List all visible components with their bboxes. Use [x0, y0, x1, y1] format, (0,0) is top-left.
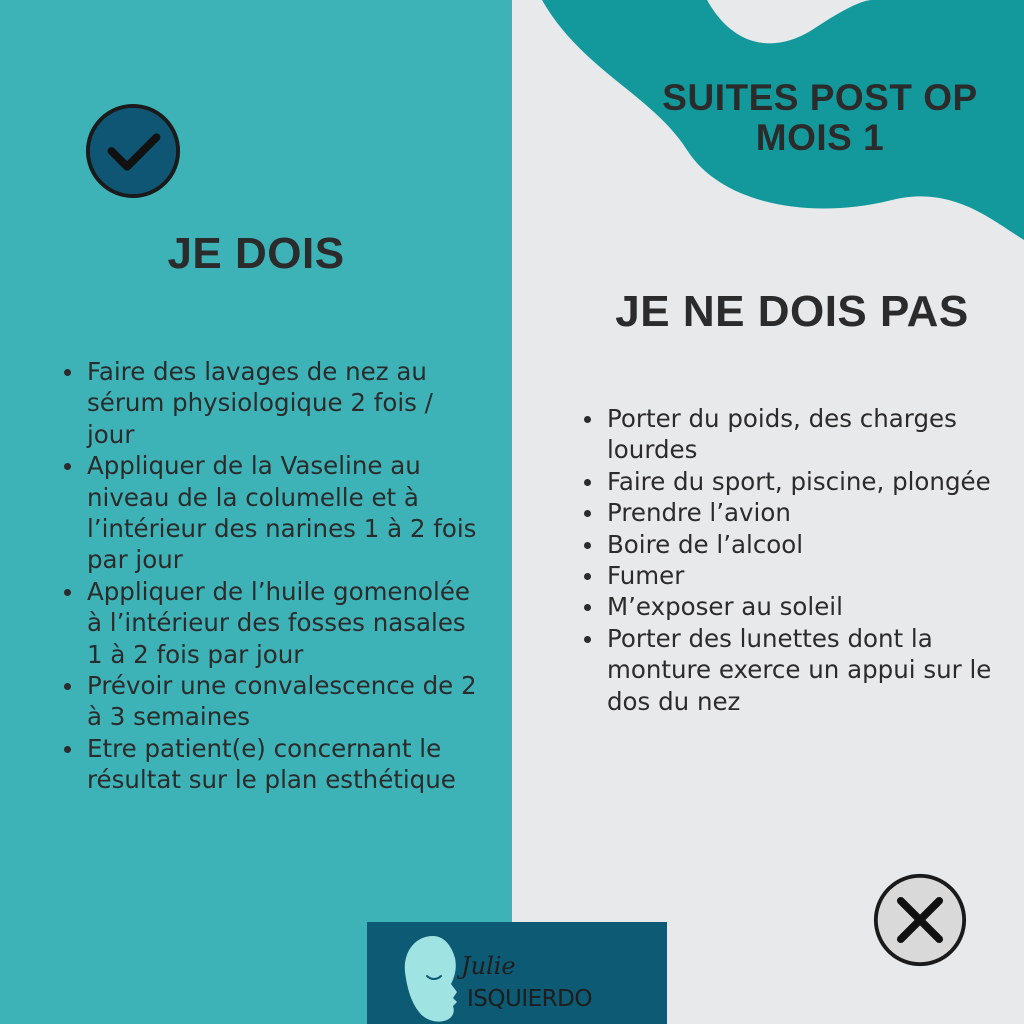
list-item: Appliquer de la Vaseline au niveau de la columelle et à l’intérieur des narines 1 à 2 fois par jour: [62, 450, 482, 576]
page-title-line-2: MOIS 1: [755, 117, 885, 158]
list-item: Faire des lavages de nez au sérum physiologique 2 fois / jour: [62, 356, 482, 450]
list-item: Boire de l’alcool: [582, 529, 1002, 560]
list-item: Faire du sport, piscine, plongée: [582, 466, 1002, 497]
list-item: Etre patient(e) concernant le résultat sur le plan esthétique: [62, 733, 482, 796]
list-item: Fumer: [582, 560, 1002, 591]
list-item: Prendre l’avion: [582, 497, 1002, 528]
list-item: M’exposer au soleil: [582, 591, 1002, 622]
must-do-list: [62, 356, 482, 796]
check-icon: [84, 102, 182, 200]
must-not-do-heading: JE NE DOIS PAS: [615, 287, 969, 336]
logo-first-name: Julie: [461, 952, 516, 980]
list-item: Porter du poids, des charges lourdes: [582, 403, 1002, 466]
must-do-heading: JE DOIS: [167, 229, 345, 278]
list-item: Porter des lunettes dont la monture exerce un appui sur le dos du nez: [582, 623, 1002, 717]
must-not-do-list: [582, 403, 1002, 717]
page-title-line-1: SUITES POST OP: [662, 77, 978, 118]
face-profile-icon: [397, 932, 467, 1024]
brand-logo: [367, 922, 667, 1024]
close-icon: [872, 872, 968, 968]
logo-last-name: ISQUIERDO: [467, 986, 592, 1012]
page-title: [620, 78, 1020, 158]
list-item: Prévoir une convalescence de 2 à 3 semaines: [62, 670, 482, 733]
list-item: Appliquer de l’huile gomenolée à l’intérieur des fosses nasales 1 à 2 fois par jour: [62, 576, 482, 670]
